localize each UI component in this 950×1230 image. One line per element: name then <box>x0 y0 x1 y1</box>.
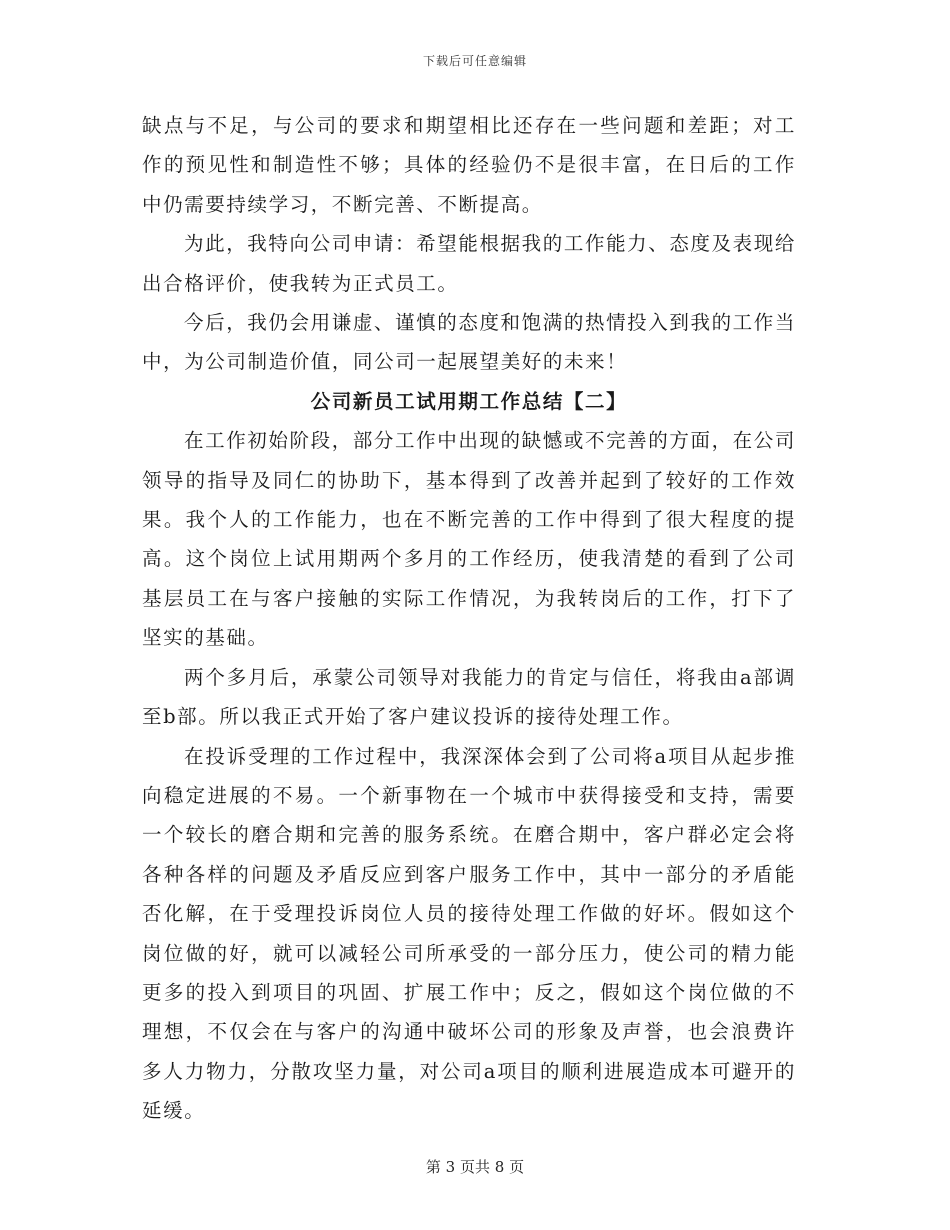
paragraph-2: 为此，我特向公司申请：希望能根据我的工作能力、态度及表现给出合格评价，使我转为正式员工。 <box>142 232 796 295</box>
section-heading: 公司新员工试用期工作总结【二】 <box>310 389 628 413</box>
page-footer: 第 3 页共 8 页 <box>425 1158 525 1176</box>
paragraph-6: 在投诉受理的工作过程中，我深深体会到了公司将a项目从起步推向稳定进展的不易。一个新事物在一个城市中获得接受和支持，需要一个较长的磨合期和完善的服务系统。在磨合期中，客户群必定会将各种各样的问题及矛盾反应到客户服务工作中，其中一部分的矛盾能否化解，在于受理投诉岗位人员的接待处理工作做的好坏。假如这个岗位做的好，就可以减轻公司所承受的一部分压力，使公司的精力能更多的投入到项目的巩固、扩展工作中；反之，假如这个岗位做的不理想，不仅会在与客户的沟通中破坏公司的形象及声誉，也会浪费许多人力物力，分散攻坚力量，对公司a项目的顺利进展造成本可避开的延缓。 <box>142 744 796 1123</box>
paragraph-3: 今后，我仍会用谦虚、谨慎的态度和饱满的热情投入到我的工作当中，为公司制造价值，同公司一起展望美好的未来！ <box>142 311 796 374</box>
paragraph-4: 在工作初始阶段，部分工作中出现的缺憾或不完善的方面，在公司领导的指导及同仁的协助下，基本得到了改善并起到了较好的工作效果。我个人的工作能力，也在不断完善的工作中得到了很大程度的提高。这个岗位上试用期两个多月的工作经历，使我清楚的看到了公司基层员工在与客户接触的实际工作情况，为我转岗后的工作，打下了坚实的基础。 <box>142 429 796 650</box>
paragraph-1: 缺点与不足，与公司的要求和期望相比还存在一些问题和差距；对工作的预见性和制造性不够；具体的经验仍不是很丰富，在日后的工作中仍需要持续学习，不断完善、不断提高。 <box>142 114 796 216</box>
document-body <box>142 106 796 1131</box>
page-header: 下载后可任意编辑 <box>422 54 527 68</box>
paragraph-5: 两个多月后，承蒙公司领导对我能力的肯定与信任，将我由a部调至b部。所以我正式开始了客户建议投诉的接待处理工作。 <box>142 665 796 729</box>
